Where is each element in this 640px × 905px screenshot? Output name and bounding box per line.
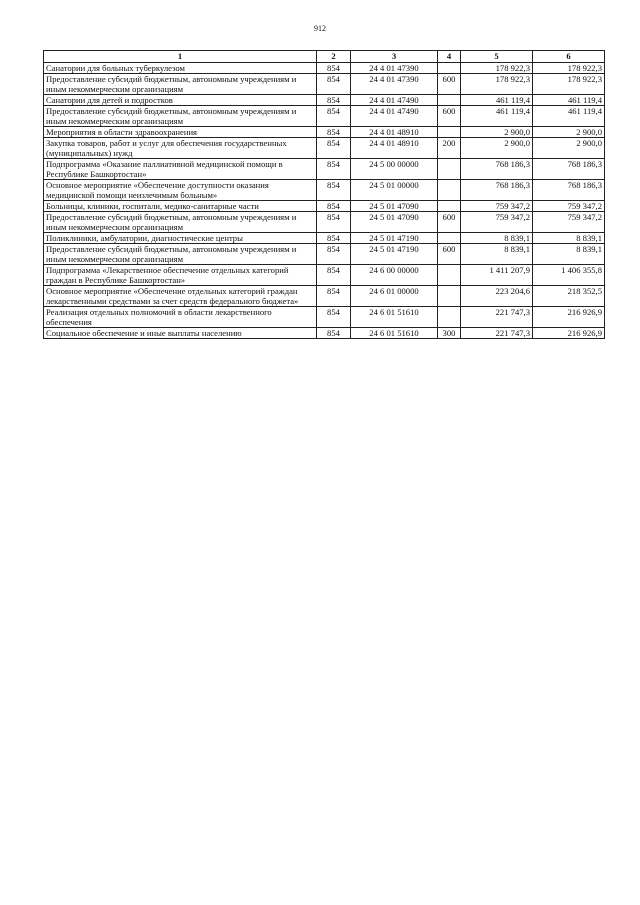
header-col-2: 2 [317, 51, 351, 63]
row-amount-1-cell: 1 411 207,9 [461, 265, 533, 286]
row-ministry-cell: 854 [317, 212, 351, 233]
table-row [44, 244, 605, 265]
row-name-cell: Больницы, клиники, госпитали, медико-санитарные части [44, 201, 317, 212]
row-amount-2-cell: 1 406 355,8 [533, 265, 605, 286]
row-name-cell: Предоставление субсидий бюджетным, автономным учреждениям и иным некоммерческим организациям [44, 106, 317, 127]
row-amount-2-cell: 759 347,2 [533, 201, 605, 212]
row-code-cell: 24 5 00 00000 [351, 159, 438, 180]
table-row [44, 307, 605, 328]
row-amount-2-cell: 178 922,3 [533, 74, 605, 95]
row-ministry-cell: 854 [317, 328, 351, 339]
row-ministry-cell: 854 [317, 307, 351, 328]
row-amount-1-cell: 223 204,6 [461, 286, 533, 307]
header-col-3: 3 [351, 51, 438, 63]
row-amount-1-cell: 221 747,3 [461, 307, 533, 328]
row-ministry-cell: 854 [317, 244, 351, 265]
row-amount-1-cell: 8 839,1 [461, 244, 533, 265]
row-amount-2-cell: 461 119,4 [533, 106, 605, 127]
row-type-cell: 300 [438, 328, 461, 339]
row-amount-2-cell: 216 926,9 [533, 307, 605, 328]
row-ministry-cell: 854 [317, 74, 351, 95]
row-type-cell [438, 265, 461, 286]
row-name-cell: Мероприятия в области здравоохранения [44, 127, 317, 138]
row-amount-2-cell: 8 839,1 [533, 233, 605, 244]
row-amount-2-cell: 768 186,3 [533, 159, 605, 180]
table-row [44, 212, 605, 233]
row-type-cell [438, 63, 461, 74]
row-type-cell [438, 233, 461, 244]
row-code-cell: 24 5 01 47190 [351, 233, 438, 244]
table-row [44, 63, 605, 74]
row-ministry-cell: 854 [317, 265, 351, 286]
row-amount-1-cell: 461 119,4 [461, 95, 533, 106]
header-row [44, 51, 605, 63]
row-amount-1-cell: 759 347,2 [461, 212, 533, 233]
row-code-cell: 24 5 01 47090 [351, 212, 438, 233]
row-type-cell: 600 [438, 74, 461, 95]
row-amount-2-cell: 768 186,3 [533, 180, 605, 201]
row-amount-2-cell: 759 347,2 [533, 212, 605, 233]
table-row [44, 159, 605, 180]
row-name-cell: Предоставление субсидий бюджетным, автономным учреждениям и иным некоммерческим организациям [44, 212, 317, 233]
row-code-cell: 24 6 01 51610 [351, 307, 438, 328]
row-code-cell: 24 4 01 47390 [351, 63, 438, 74]
table-row [44, 74, 605, 95]
row-name-cell: Закупка товаров, работ и услуг для обеспечения государственных (муниципальных) нужд [44, 138, 317, 159]
table-row [44, 201, 605, 212]
page-number: 912 [314, 24, 326, 33]
row-code-cell: 24 5 01 47090 [351, 201, 438, 212]
table-row [44, 127, 605, 138]
row-code-cell: 24 6 01 51610 [351, 328, 438, 339]
row-ministry-cell: 854 [317, 180, 351, 201]
row-name-cell: Предоставление субсидий бюджетным, автономным учреждениям и иным некоммерческим организациям [44, 74, 317, 95]
row-ministry-cell: 854 [317, 138, 351, 159]
row-ministry-cell: 854 [317, 63, 351, 74]
row-ministry-cell: 854 [317, 286, 351, 307]
row-amount-2-cell: 178 922,3 [533, 63, 605, 74]
row-name-cell: Основное мероприятие «Обеспечение отдельных категорий граждан лекарственными средствами за счет средств федерального бюджета» [44, 286, 317, 307]
table-row [44, 328, 605, 339]
row-type-cell [438, 201, 461, 212]
row-name-cell: Основное мероприятие «Обеспечение доступности оказания медицинской помощи неизлечимым больным» [44, 180, 317, 201]
row-amount-2-cell: 2 900,0 [533, 127, 605, 138]
header-col-6: 6 [533, 51, 605, 63]
table-row [44, 286, 605, 307]
table-row [44, 180, 605, 201]
row-amount-1-cell: 178 922,3 [461, 63, 533, 74]
row-ministry-cell: 854 [317, 95, 351, 106]
row-type-cell: 600 [438, 106, 461, 127]
row-type-cell: 600 [438, 244, 461, 265]
row-type-cell [438, 159, 461, 180]
row-amount-2-cell: 218 352,5 [533, 286, 605, 307]
header-col-4: 4 [438, 51, 461, 63]
row-code-cell: 24 5 01 00000 [351, 180, 438, 201]
row-name-cell: Поликлиники, амбулатории, диагностические центры [44, 233, 317, 244]
table-row [44, 106, 605, 127]
row-code-cell: 24 6 00 00000 [351, 265, 438, 286]
row-code-cell: 24 5 01 47190 [351, 244, 438, 265]
row-type-cell [438, 127, 461, 138]
row-type-cell [438, 307, 461, 328]
row-amount-2-cell: 8 839,1 [533, 244, 605, 265]
row-type-cell [438, 180, 461, 201]
row-name-cell: Подпрограмма «Оказание паллиативной медицинской помощи в Республике Башкортостан» [44, 159, 317, 180]
row-code-cell: 24 4 01 48910 [351, 127, 438, 138]
header-col-5: 5 [461, 51, 533, 63]
row-amount-1-cell: 461 119,4 [461, 106, 533, 127]
header-col-1: 1 [44, 51, 317, 63]
row-amount-2-cell: 2 900,0 [533, 138, 605, 159]
row-ministry-cell: 854 [317, 127, 351, 138]
row-amount-1-cell: 768 186,3 [461, 180, 533, 201]
row-code-cell: 24 4 01 47390 [351, 74, 438, 95]
row-ministry-cell: 854 [317, 106, 351, 127]
row-type-cell: 200 [438, 138, 461, 159]
row-code-cell: 24 4 01 47490 [351, 106, 438, 127]
row-type-cell [438, 286, 461, 307]
row-ministry-cell: 854 [317, 201, 351, 212]
row-amount-2-cell: 216 926,9 [533, 328, 605, 339]
row-name-cell: Санатории для детей и подростков [44, 95, 317, 106]
row-amount-1-cell: 759 347,2 [461, 201, 533, 212]
row-type-cell [438, 95, 461, 106]
row-name-cell: Реализация отдельных полномочий в области лекарственного обеспечения [44, 307, 317, 328]
row-code-cell: 24 4 01 47490 [351, 95, 438, 106]
row-ministry-cell: 854 [317, 159, 351, 180]
row-name-cell: Санатории для больных туберкулезом [44, 63, 317, 74]
row-name-cell: Социальное обеспечение и иные выплаты населению [44, 328, 317, 339]
row-amount-1-cell: 221 747,3 [461, 328, 533, 339]
row-amount-1-cell: 2 900,0 [461, 138, 533, 159]
row-type-cell: 600 [438, 212, 461, 233]
row-code-cell: 24 4 01 48910 [351, 138, 438, 159]
row-ministry-cell: 854 [317, 233, 351, 244]
row-amount-1-cell: 768 186,3 [461, 159, 533, 180]
row-name-cell: Подпрограмма «Лекарственное обеспечение отдельных категорий граждан в Республике Башкортостан» [44, 265, 317, 286]
row-amount-1-cell: 8 839,1 [461, 233, 533, 244]
row-amount-1-cell: 178 922,3 [461, 74, 533, 95]
row-name-cell: Предоставление субсидий бюджетным, автономным учреждениям и иным некоммерческим организациям [44, 244, 317, 265]
budget-table [43, 50, 605, 339]
table-row [44, 138, 605, 159]
row-amount-2-cell: 461 119,4 [533, 95, 605, 106]
row-amount-1-cell: 2 900,0 [461, 127, 533, 138]
table-row [44, 233, 605, 244]
row-code-cell: 24 6 01 00000 [351, 286, 438, 307]
table-row [44, 95, 605, 106]
table-row [44, 265, 605, 286]
